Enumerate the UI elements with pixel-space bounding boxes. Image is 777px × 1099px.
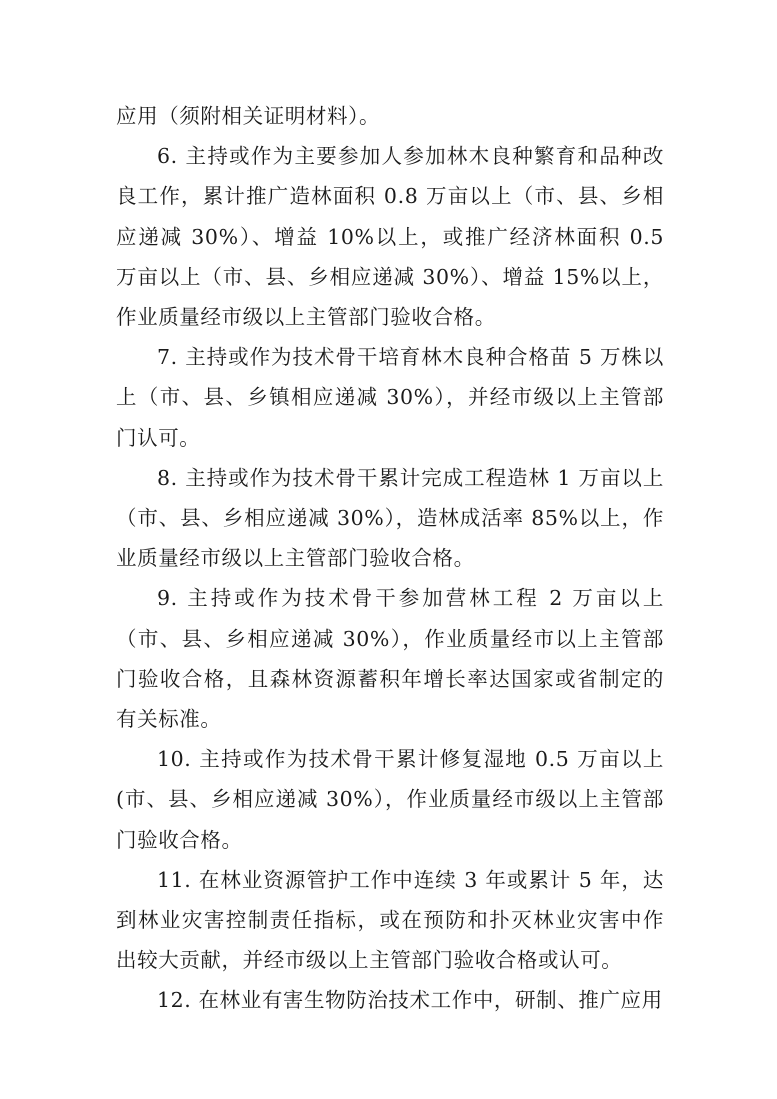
- paragraph-item-6: 6. 主持或作为主要参加人参加林木良种繁育和品种改良工作，累计推广造林面积 0.8 万亩以上（市、县、乡相应递减 30%）、增益 10%以上，或推广经济林面积 0.5 万亩以上（市、县、乡相应递减 30%）、增益 15%以上，作业质量经市级以上主管部门验收合格。: [116, 144, 664, 330]
- paragraph-item-12: 12. 在林业有害生物防治技术工作中，研制、推广应用: [157, 988, 663, 1013]
- paragraph-item-7: 7. 主持或作为技术骨干培育林木良种合格苗 5 万株以上（市、县、乡镇相应递减 30%），并经市级以上主管部门认可。: [116, 345, 664, 450]
- document-body: [116, 96, 664, 1021]
- paragraph-item-9: 9. 主持或作为技术骨干参加营林工程 2 万亩以上（市、县、乡相应递减 30%），作业质量经市以上主管部门验收合格，且森林资源蓄积年增长率达国家或省制定的有关标准。: [116, 586, 664, 732]
- paragraph-continuation: 应用（须附相关证明材料）。: [116, 104, 381, 128]
- paragraph-item-8: 8. 主持或作为技术骨干累计完成工程造林 1 万亩以上（市、县、乡相应递减 30%），造林成活率 85%以上，作业质量经市级以上主管部门验收合格。: [116, 465, 664, 571]
- paragraph-item-10: 10. 主持或作为技术骨干累计修复湿地 0.5 万亩以上(市、县、乡相应递减 30%），作业质量经市级以上主管部门验收合格。: [116, 747, 664, 852]
- paragraph-item-11: 11. 在林业资源管护工作中连续 3 年或累计 5 年，达到林业灾害控制责任指标，或在预防和扑灭林业灾害中作出较大贡献，并经市级以上主管部门验收合格或认可。: [116, 867, 664, 973]
